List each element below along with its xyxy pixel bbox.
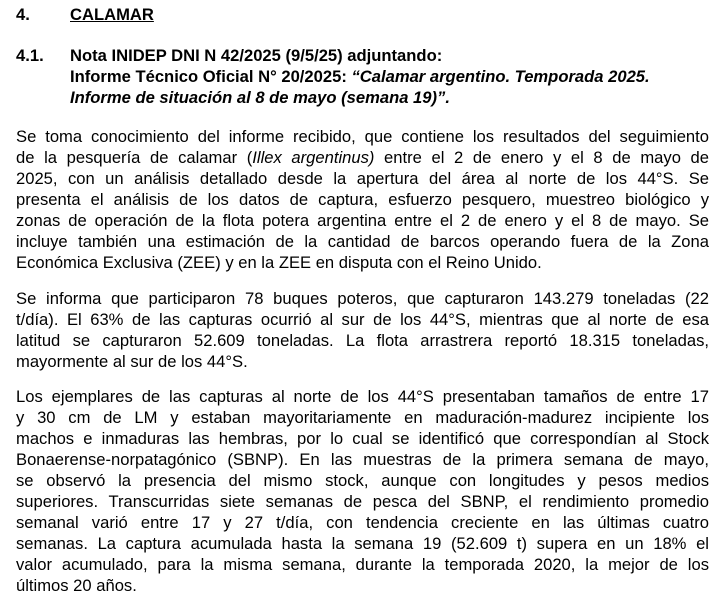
- paragraph-line: [16, 147, 709, 168]
- paragraph-line: semanas. La captura acumulada hasta la semana 19 (52.609 t) supera en un 18% el: [16, 534, 709, 553]
- paragraph-line: superiores. Transcurridas siete semanas de pesca del SBNP, el rendimiento promedio: [16, 492, 709, 511]
- report-title-part-2: Informe de situación al 8 de mayo (semana 19)”.: [70, 88, 450, 107]
- paragraph-line: y 30 cm de LM y estaban mayoritariamente en maduración-madurez incipiente los: [16, 408, 709, 427]
- paragraph-line: Los ejemplares de las capturas al norte de los 44°S presentaban tamaños de entre 17: [16, 387, 709, 406]
- paragraph-line: Se informa que participaron 78 buques poteros, que capturaron 143.279 toneladas (22: [16, 289, 709, 308]
- paragraph-line: latitud se capturaron 52.609 toneladas. La flota arrastrera reportó 18.315 toneladas,: [16, 331, 709, 350]
- paragraph-line: últimos 20 años.: [16, 576, 137, 595]
- paragraph-line: incluye también una estimación de la cantidad de barcos operando fuera de la Zona: [16, 232, 709, 251]
- paragraph-line: mayormente al sur de los 44°S.: [16, 352, 248, 371]
- text-run: de la pesquería de calamar (: [16, 148, 253, 167]
- subsection-line-2: [70, 66, 709, 87]
- paragraph-line: Se toma conocimiento del informe recibido, que contiene los resultados del seguimiento: [16, 127, 709, 146]
- subsection-heading: [16, 45, 709, 108]
- paragraph-line: Bonaerense-norpatagónico (SBNP). En las muestras de la primera semana de mayo,: [16, 450, 709, 469]
- section-number: 4.: [16, 5, 30, 24]
- paragraph-line: t/día). El 63% de las capturas ocurrió al sur de los 44°S, mientras que al norte de esa: [16, 310, 709, 329]
- subsection-line-1: Nota INIDEP DNI N 42/2025 (9/5/25) adjuntando:: [70, 46, 443, 65]
- subsection-title: [70, 45, 709, 108]
- paragraph-line: semanal varió entre 17 y 27 t/día, con tendencia creciente en las últimas cuatro: [16, 513, 709, 532]
- paragraph-2: [16, 288, 709, 372]
- paragraph-line: machos e inmaduras las hembras, por lo cual se identificó que correspondían al Stock: [16, 429, 709, 448]
- paragraph-line: se observó la presencia del mismo stock, aunque con longitudes y pesos medios: [16, 471, 709, 490]
- subsection-number: 4.1.: [16, 46, 44, 65]
- paragraph-line: zonas de operación de la flota potera argentina entre el 2 de enero y el 8 de mayo. Se: [16, 211, 709, 230]
- species-name: Illex argentinus): [252, 148, 375, 167]
- report-label: Informe Técnico Oficial N° 20/2025:: [70, 67, 352, 86]
- paragraph-3: [16, 386, 709, 596]
- paragraph-line: 2025, con un análisis detallado desde la apertura del área al norte de los 44°S. Se: [16, 169, 709, 188]
- paragraph-line: valor acumulado, para la misma semana, durante la temporada 2020, la mejor de los: [16, 555, 709, 574]
- paragraph-line: Económica Exclusiva (ZEE) y en la ZEE en disputa con el Reino Unido.: [16, 253, 542, 272]
- section-title: CALAMAR: [70, 5, 154, 24]
- paragraph-1: [16, 126, 709, 273]
- report-title-part-1: “Calamar argentino. Temporada 2025.: [351, 67, 650, 86]
- paragraph-line: presenta el análisis de los datos de captura, esfuerzo pesquero, muestreo biológico y: [16, 190, 709, 209]
- subsection-line-3: [70, 87, 709, 108]
- text-run: entre el 2 de enero y el 8 de mayo de: [374, 148, 710, 167]
